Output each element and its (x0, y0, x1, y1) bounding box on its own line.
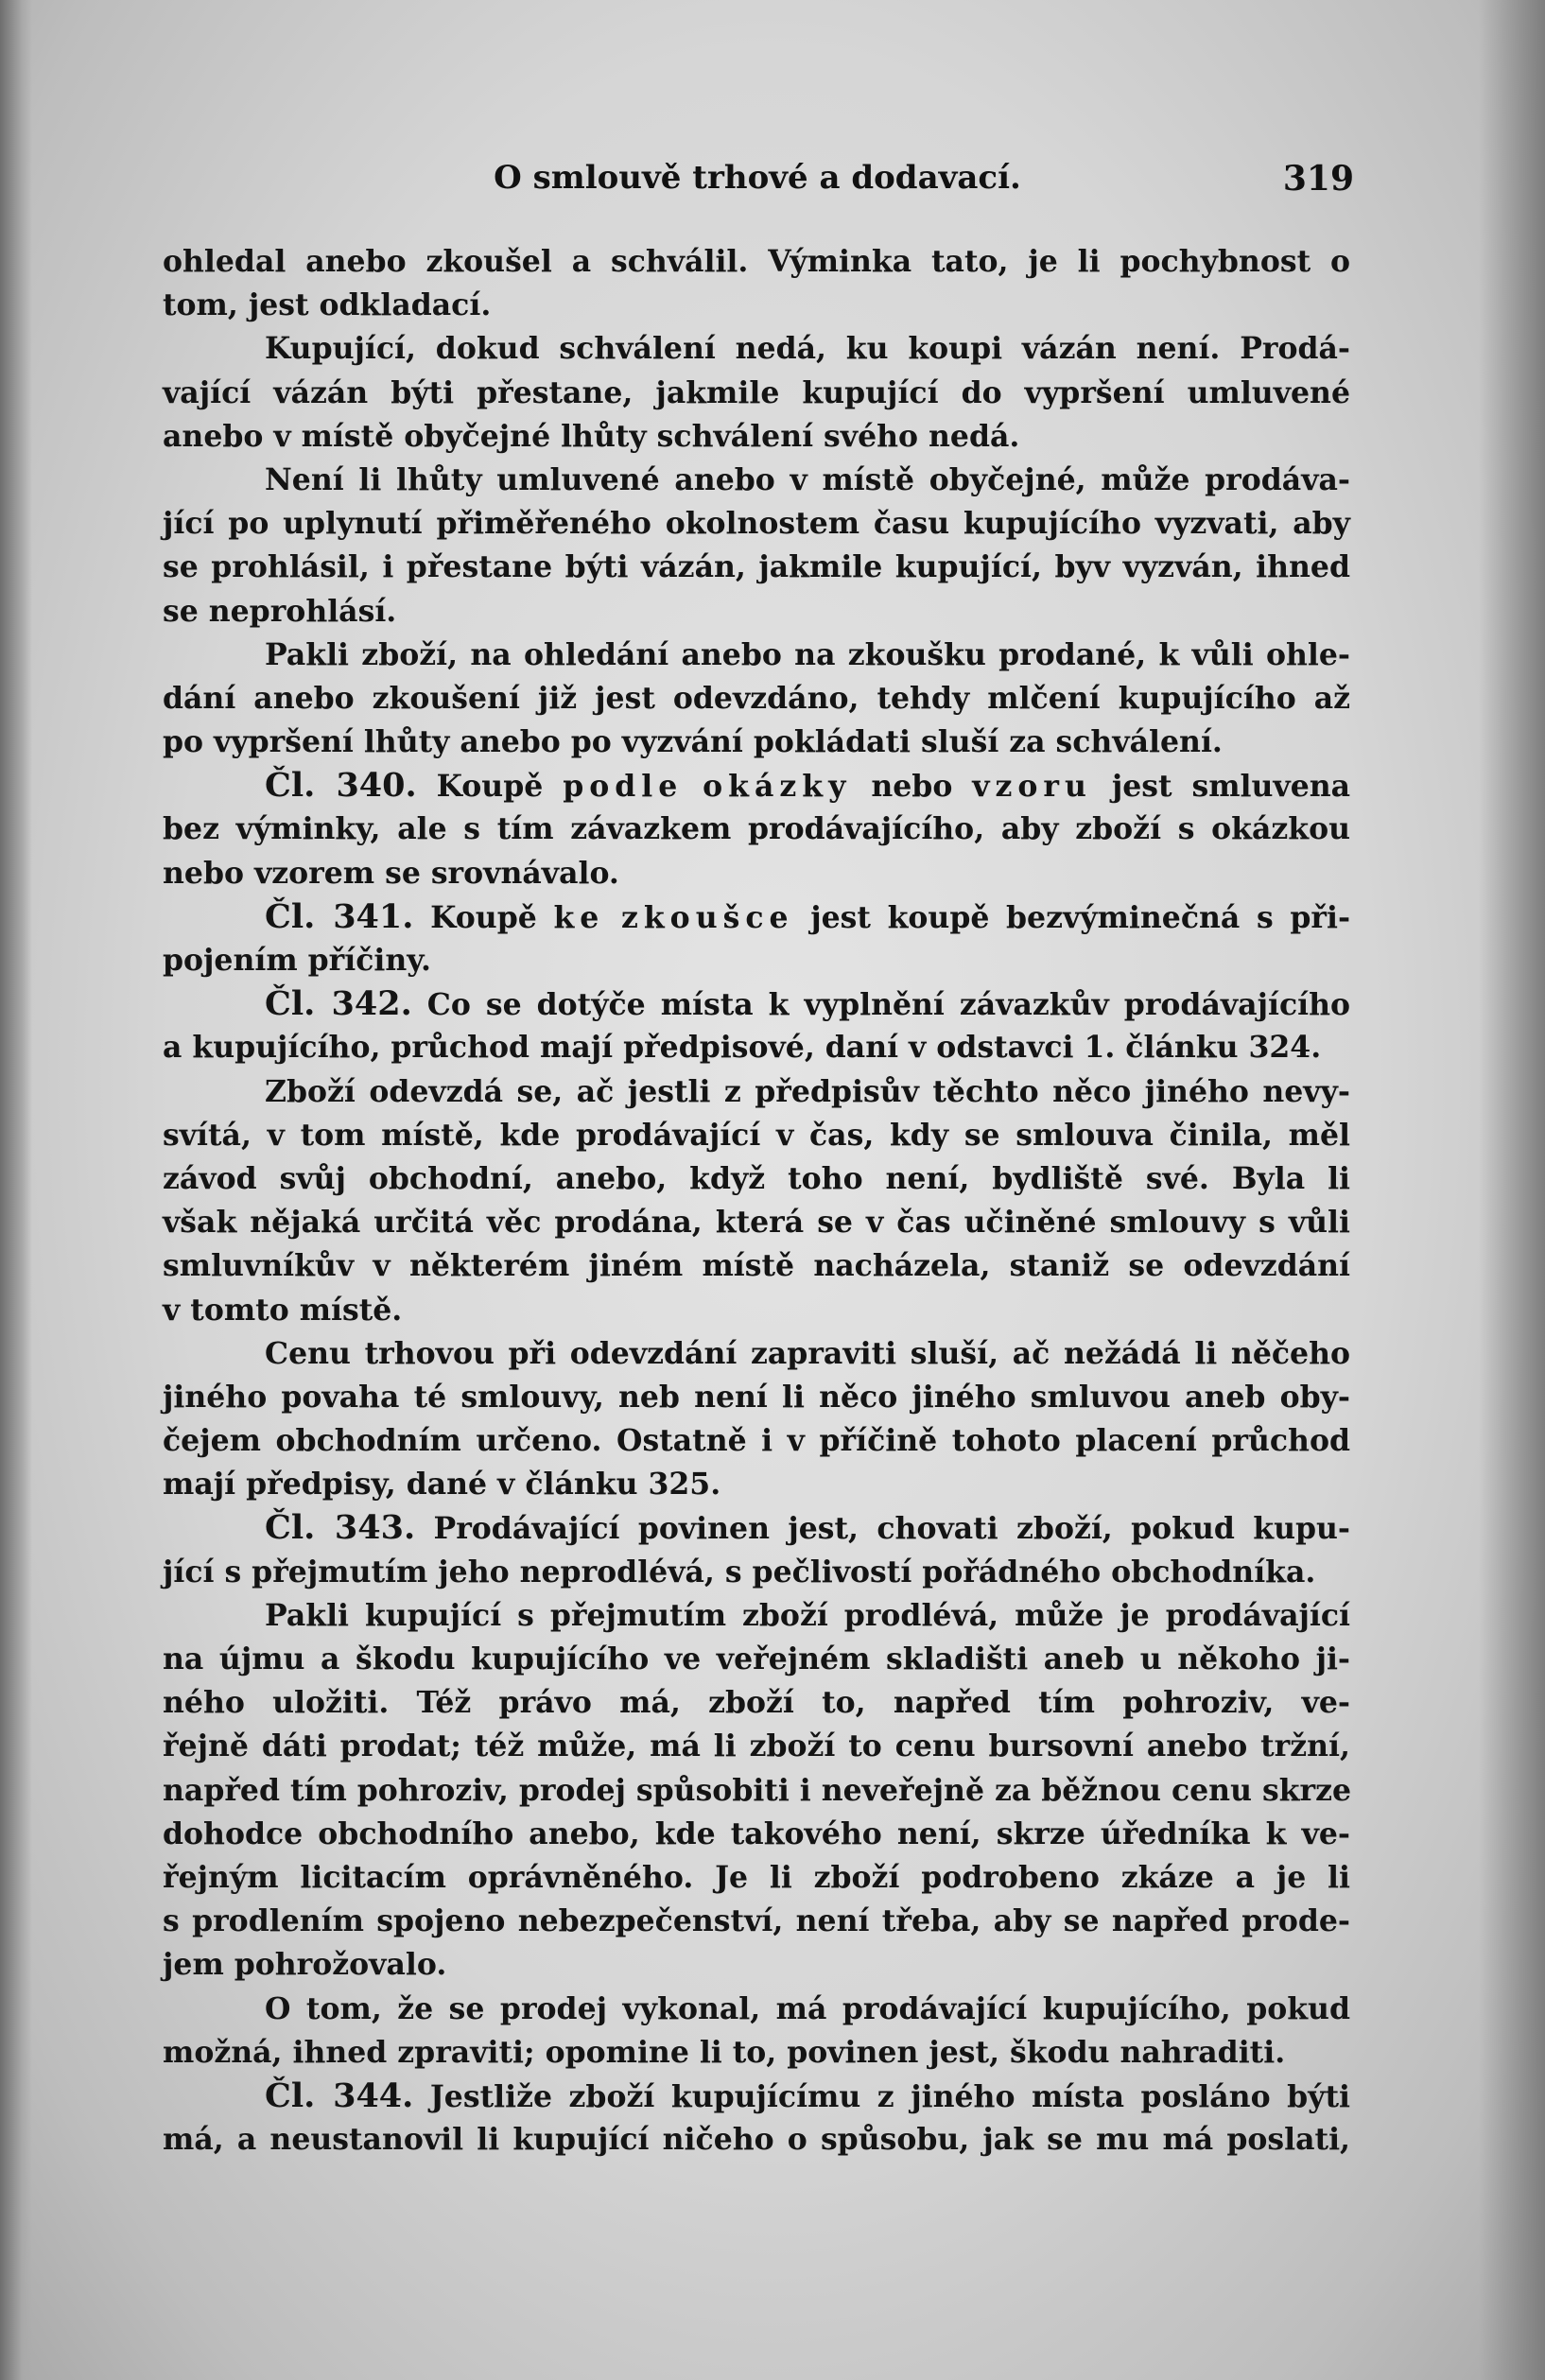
text-line: čejem obchodním určeno. Ostatně i v příčině tohoto placení průchod (163, 1423, 1350, 1459)
text-line: má, a neustanovil li kupující ničeho o spůsobu, jak se mu má poslati, (163, 2122, 1350, 2158)
text-fragment: Jestliže zboží kupujícímu z jiného místa posláno býti (429, 2078, 1350, 2114)
text-line: jící po uplynutí přiměřeného okolnostem času kupujícího vyzvati, aby (163, 506, 1350, 542)
text-line: řejně dáti prodat; též může, má li zboží to cenu bursovní anebo tržní, (163, 1729, 1350, 1764)
body-text (163, 240, 1350, 2162)
text-line: Zboží odevzdá se, ač jestli z předpisův těchto něco jiného nevy- (265, 1073, 1350, 1109)
article-number: Čl. 344. (265, 2076, 414, 2115)
text-line: řejným licitacím oprávněného. Je li zboží podrobeno zkáze a je li (163, 1859, 1350, 1895)
article-number: Čl. 343. (265, 1508, 416, 1548)
text-line: s prodlením spojeno nebezpečenství, není třeba, aby se napřed prode- (163, 1903, 1350, 1939)
text-line: Cenu trhovou při odevzdání zapraviti sluší, ač nežádá li něčeho (265, 1335, 1350, 1371)
text-fragment: nebo (871, 769, 953, 805)
text-fragment: Prodávající povinen jest, chovati zboží, pokud kupu- (433, 1511, 1350, 1547)
article-number: Čl. 342. (265, 984, 412, 1024)
spaced-term: vzoru (972, 769, 1092, 805)
text-line: svítá, v tom místě, kde prodávající v čas, kdy se smlouva činila, měl (163, 1117, 1350, 1153)
text-line: Pakli zboží, na ohledání anebo na zkoušku prodané, k vůli ohle- (265, 636, 1350, 672)
article-340-line (163, 764, 1350, 808)
text-line: po vypršení lhůty anebo po vyzvání pokládati sluší za schválení. (163, 724, 1223, 760)
text-line: O tom, že se prodej vykonal, má prodávající kupujícího, pokud (265, 1990, 1350, 2026)
text-fragment: jest koupě bezvýminečná s při- (810, 899, 1351, 935)
text-line: ohledal anebo zkoušel a schválil. Výminka tato, je li pochybnost o (163, 244, 1350, 279)
page-edge-shadow-right (1479, 0, 1545, 2380)
text-line: pojením příčiny. (163, 943, 431, 978)
article-344-line (163, 2075, 1350, 2118)
spaced-term: podle (563, 769, 684, 805)
text-fragment: jest smluvena (1111, 769, 1351, 805)
article-number: Čl. 341. (265, 896, 414, 936)
article-342-line (163, 982, 1350, 1026)
text-line: tom, jest odkladací. (163, 287, 492, 323)
text-line: na újmu a škodu kupujícího ve veřejném skladišti aneb u někoho ji- (163, 1642, 1350, 1676)
text-fragment: Koupě (436, 769, 544, 805)
text-line: anebo v místě obyčejné lhůty schválení svého nedá. (163, 418, 1020, 454)
text-fragment: Koupě (430, 899, 537, 935)
page-edge-shadow-left (0, 0, 32, 2380)
text-line: jící s přejmutím jeho neprodlévá, s pečlivostí pořádného obchodníka. (163, 1554, 1316, 1590)
article-343-line (163, 1506, 1350, 1550)
text-line: v tomto místě. (163, 1292, 403, 1328)
text-line: Pakli kupující s přejmutím zboží prodlévá, může je prodávající (265, 1597, 1350, 1633)
text-line: napřed tím pohroziv, prodej spůsobiti i neveřejně za běžnou cenu skrze (163, 1772, 1352, 1808)
text-line: vající vázán býti přestane, jakmile kupující do vypršení umluvené (163, 374, 1350, 410)
text-line: mají předpisy, dané v článku 325. (163, 1467, 721, 1503)
running-head (161, 159, 1354, 216)
text-line: závod svůj obchodní, anebo, když toho není, bydliště své. Byla li (163, 1160, 1350, 1196)
text-line: Kupující, dokud schválení nedá, ku koupi vázán není. Prodá- (265, 331, 1350, 367)
text-line: dohodce obchodního anebo, kde takového není, skrze úředníka k ve- (163, 1815, 1350, 1851)
text-line: smluvníkův v některém jiném místě nacházela, staniž se odevzdání (163, 1248, 1350, 1284)
spaced-term: ke (553, 899, 605, 935)
text-line: a kupujícího, průchod mají předpisové, daní v odstavci 1. článku 324. (163, 1030, 1322, 1066)
text-line: jem pohrožovalo. (163, 1947, 447, 1983)
article-341-line (163, 895, 1350, 939)
spaced-term: okázky (703, 769, 852, 805)
text-line: se neprohlásí. (163, 593, 397, 629)
page-number: 319 (1282, 159, 1354, 199)
text-fragment: Co se dotýče místa k vyplnění závazkův prodávajícího (426, 987, 1350, 1023)
text-line: bez výminky, ale s tím závazkem prodávajícího, aby zboží s okázkou (163, 811, 1350, 847)
article-number: Čl. 340. (265, 766, 417, 806)
text-line: se prohlásil, i přestane býti vázán, jakmile kupující, byv vyzván, ihned (163, 549, 1350, 585)
text-line: jiného povaha té smlouvy, neb není li něco jiného smluvou aneb oby- (163, 1379, 1350, 1415)
text-line: dání anebo zkoušení již jest odevzdáno, tehdy mlčení kupujícího až (163, 680, 1350, 716)
text-line: nebo vzorem se srovnávalo. (163, 855, 619, 891)
text-line: ného uložiti. Též právo má, zboží to, napřed tím pohroziv, ve- (163, 1685, 1350, 1721)
text-line: však nějaká určitá věc prodána, která se v čas učiněné smlouvy s vůli (163, 1205, 1350, 1241)
running-title: O smlouvě trhové a dodavací. (494, 159, 1021, 197)
text-line: možná, ihned zpraviti; opomine li to, povinen jest, škodu nahraditi. (163, 2034, 1286, 2070)
text-line: Není li lhůty umluvené anebo v místě obyčejné, může prodáva- (265, 461, 1350, 497)
spaced-term: zkoušce (620, 899, 794, 935)
